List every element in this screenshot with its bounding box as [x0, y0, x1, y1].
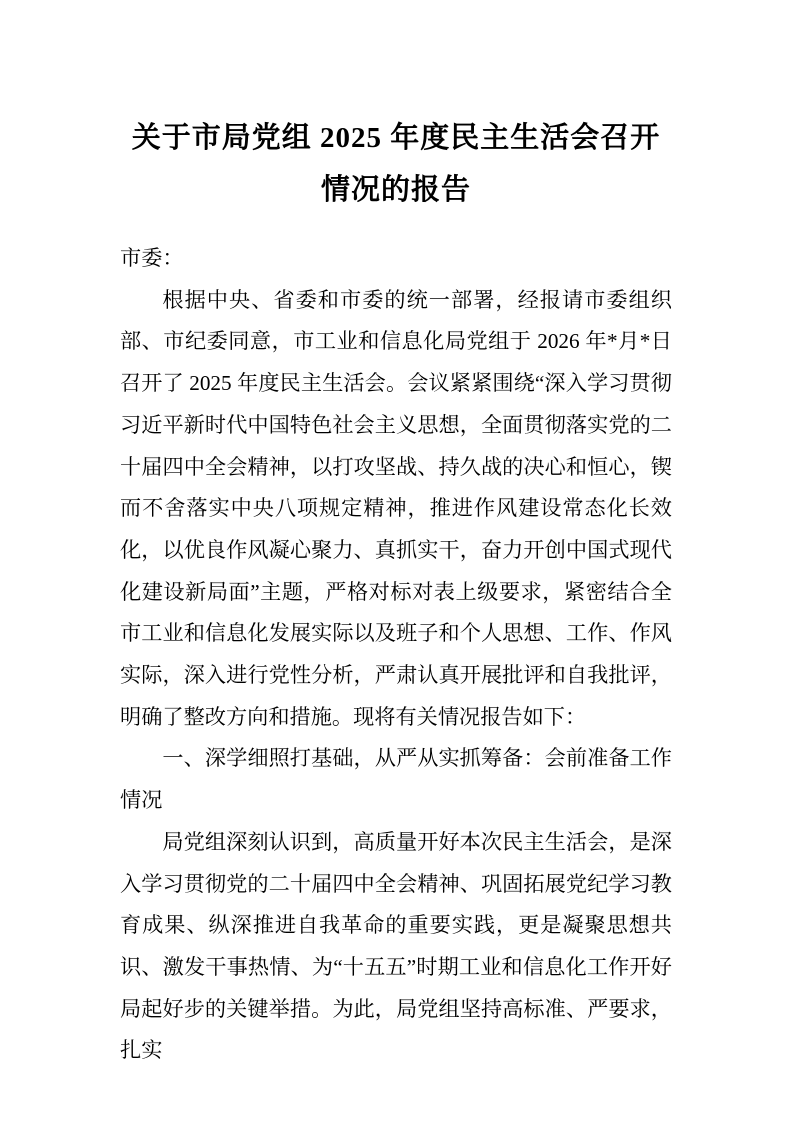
- opening-paragraph: 根据中央、省委和市委的统一部署，经报请市委组织部、市纪委同意，市工业和信息化局党组于 2026 年*月*日召开了 2025 年度民主生活会。会议紧紧围绕“深入学习贯彻习近平新时代中国特色社会主义思想，全面贯彻落实党的二十届四中全会精神，以打攻坚战、持久战的决心和恒心，锲而不舍落实中央八项规定精神，推进作风建设常态化长效化，以优良作风凝心聚力、真抓实干，奋力开创中国式现代化建设新局面”主题，严格对标对表上级要求，紧密结合全市工业和信息化发展实际以及班子和个人思想、工作、作风实际，深入进行党性分析，严肃认真开展批评和自我批评，明确了整改方向和措施。现将有关情况报告如下：: [120, 287, 672, 729]
- document-body: [120, 238, 672, 1072]
- salutation-line: 市委：: [120, 246, 184, 270]
- document-title: 关于市局党组 2025 年度民主生活会召开情况的报告: [131, 122, 661, 206]
- section-1-paragraph: 局党组深刻认识到，高质量开好本次民主生活会，是深入学习贯彻党的二十届四中全会精神、巩固拓展党纪学习教育成果、纵深推进自我革命的重要实践，更是凝聚思想共识、激发干事热情、为“十五五”时期工业和信息化工作开好局起好步的关键举措。为此，局党组坚持高标准、严要求，扎实: [120, 829, 672, 1063]
- section-heading-1: 一、深学细照打基础，从严从实抓筹备：会前准备工作情况: [120, 746, 672, 813]
